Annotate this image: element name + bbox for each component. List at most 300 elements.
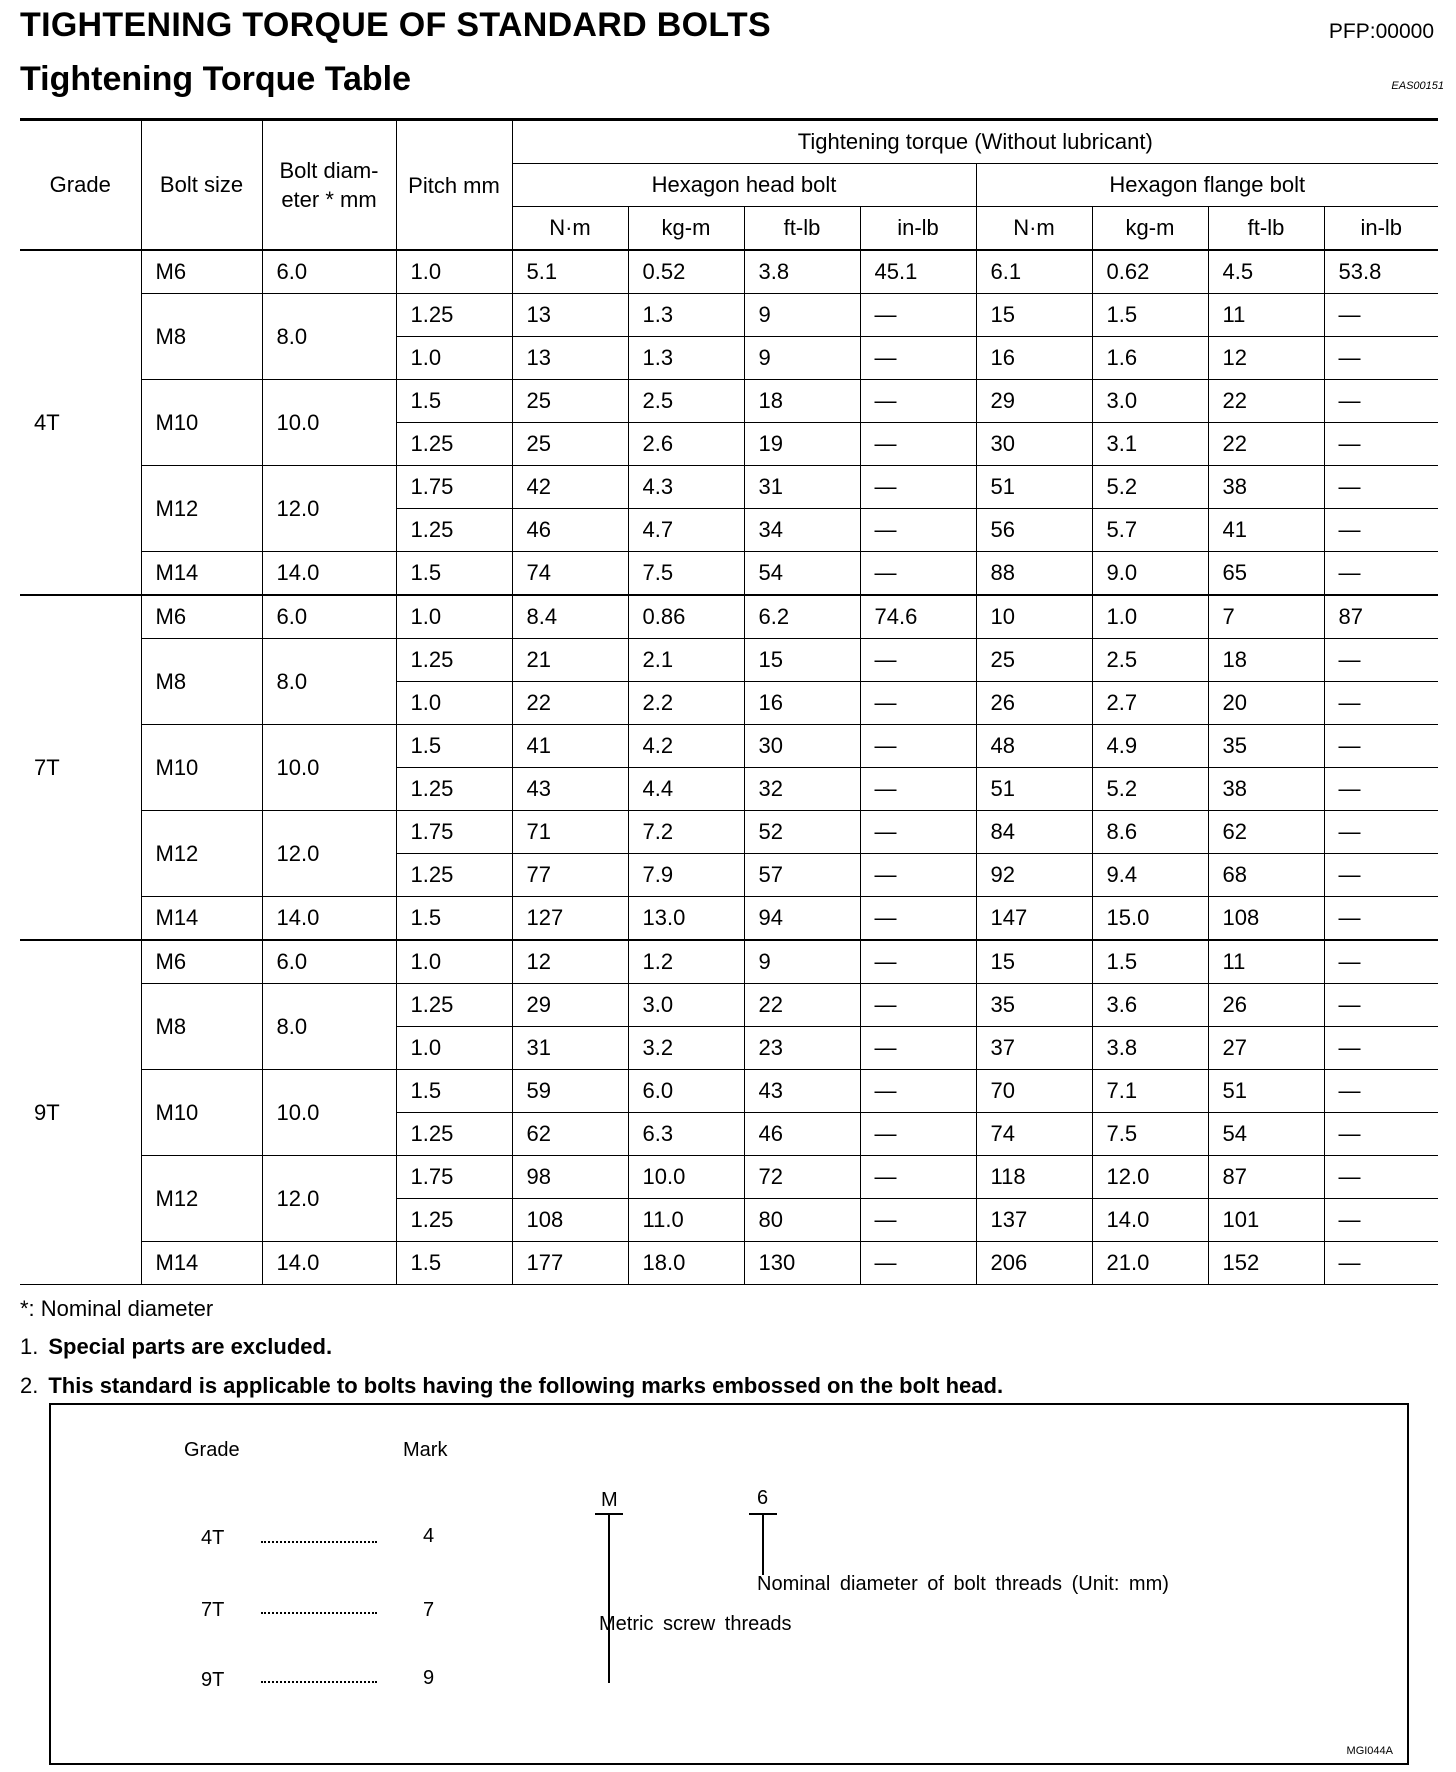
torque-cell: — xyxy=(1324,897,1438,941)
pitch-cell: 1.5 xyxy=(396,1242,512,1285)
torque-cell: 206 xyxy=(976,1242,1092,1285)
torque-cell: — xyxy=(1324,1027,1438,1070)
torque-cell: 42 xyxy=(512,466,628,509)
grade-cell: 4T xyxy=(20,250,141,595)
torque-cell: 6.0 xyxy=(628,1070,744,1113)
torque-cell: 2.6 xyxy=(628,423,744,466)
torque-cell: 0.52 xyxy=(628,250,744,294)
unit-header: kg-m xyxy=(1092,207,1208,251)
table-row xyxy=(20,294,1438,337)
table-row xyxy=(20,897,1438,941)
torque-cell: 7.5 xyxy=(628,552,744,596)
torque-cell: 7.1 xyxy=(1092,1070,1208,1113)
bolt-diameter-cell: 10.0 xyxy=(262,380,396,466)
pitch-cell: 1.5 xyxy=(396,897,512,941)
torque-cell: 65 xyxy=(1208,552,1324,596)
torque-cell: 9 xyxy=(744,337,860,380)
torque-cell: 108 xyxy=(1208,897,1324,941)
torque-cell: — xyxy=(860,423,976,466)
torque-cell: 3.2 xyxy=(628,1027,744,1070)
pitch-cell: 1.5 xyxy=(396,552,512,596)
torque-cell: 4.9 xyxy=(1092,725,1208,768)
torque-cell: 31 xyxy=(744,466,860,509)
torque-cell: 2.5 xyxy=(1092,639,1208,682)
bolt-size-cell: M6 xyxy=(141,940,262,984)
table-row xyxy=(20,1242,1438,1285)
torque-cell: 41 xyxy=(512,725,628,768)
unit-header: in-lb xyxy=(1324,207,1438,251)
torque-cell: 11.0 xyxy=(628,1199,744,1242)
torque-cell: 7.5 xyxy=(1092,1113,1208,1156)
torque-cell: 12.0 xyxy=(1092,1156,1208,1199)
header-bolt-size: Bolt size xyxy=(141,120,262,251)
torque-cell: — xyxy=(860,337,976,380)
torque-cell: 3.8 xyxy=(744,250,860,294)
bolt-size-cell: M10 xyxy=(141,1070,262,1156)
torque-cell: 88 xyxy=(976,552,1092,596)
torque-cell: 68 xyxy=(1208,854,1324,897)
torque-cell: 15 xyxy=(976,294,1092,337)
header-bolt-diameter: Bolt diam-eter * mm xyxy=(262,120,396,251)
pitch-cell: 1.0 xyxy=(396,940,512,984)
torque-cell: 46 xyxy=(512,509,628,552)
torque-cell: 45.1 xyxy=(860,250,976,294)
torque-cell: — xyxy=(1324,1070,1438,1113)
torque-cell: 41 xyxy=(1208,509,1324,552)
bolt-diameter-cell: 8.0 xyxy=(262,294,396,380)
torque-cell: 70 xyxy=(976,1070,1092,1113)
torque-cell: — xyxy=(860,509,976,552)
torque-cell: 5.2 xyxy=(1092,466,1208,509)
torque-cell: 4.5 xyxy=(1208,250,1324,294)
torque-cell: 22 xyxy=(512,682,628,725)
figure-mark-7: 7 xyxy=(423,1599,435,1621)
header-hexagon-head-bolt: Hexagon head bolt xyxy=(512,164,976,207)
torque-cell: 1.0 xyxy=(1092,595,1208,639)
figure-letter-m: M xyxy=(601,1489,618,1511)
note-item-2 xyxy=(20,1373,1003,1399)
unit-header: ft-lb xyxy=(744,207,860,251)
torque-cell: 98 xyxy=(512,1156,628,1199)
bolt-size-cell: M6 xyxy=(141,595,262,639)
torque-cell: 92 xyxy=(976,854,1092,897)
torque-cell: — xyxy=(860,380,976,423)
bolt-size-cell: M6 xyxy=(141,250,262,294)
torque-cell: 3.6 xyxy=(1092,984,1208,1027)
torque-cell: 4.7 xyxy=(628,509,744,552)
torque-cell: 1.5 xyxy=(1092,940,1208,984)
torque-cell: 87 xyxy=(1208,1156,1324,1199)
torque-cell: 87 xyxy=(1324,595,1438,639)
torque-cell: 12 xyxy=(512,940,628,984)
torque-cell: 6.3 xyxy=(628,1113,744,1156)
torque-cell: — xyxy=(1324,1113,1438,1156)
torque-cell: 2.5 xyxy=(628,380,744,423)
grade-group xyxy=(20,250,1438,595)
metric-screw-label: Metric screw threads xyxy=(599,1613,792,1635)
note-text: This standard is applicable to bolts having the following marks embossed on the bolt head. xyxy=(48,1373,1004,1398)
bolt-size-cell: M8 xyxy=(141,984,262,1070)
torque-cell: 9.0 xyxy=(1092,552,1208,596)
table-row xyxy=(20,940,1438,984)
torque-cell: 62 xyxy=(512,1113,628,1156)
torque-cell: 54 xyxy=(744,552,860,596)
torque-cell: 15 xyxy=(976,940,1092,984)
table-row xyxy=(20,639,1438,682)
pitch-cell: 1.75 xyxy=(396,466,512,509)
torque-cell: 35 xyxy=(1208,725,1324,768)
torque-cell: 21 xyxy=(512,639,628,682)
torque-cell: — xyxy=(1324,940,1438,984)
torque-cell: 2.2 xyxy=(628,682,744,725)
pitch-cell: 1.0 xyxy=(396,595,512,639)
torque-cell: — xyxy=(1324,294,1438,337)
torque-cell: 53.8 xyxy=(1324,250,1438,294)
grade-cell: 9T xyxy=(20,940,141,1285)
torque-cell: 46 xyxy=(744,1113,860,1156)
torque-cell: 72 xyxy=(744,1156,860,1199)
torque-cell: 137 xyxy=(976,1199,1092,1242)
unit-header: N·m xyxy=(976,207,1092,251)
bolt-size-cell: M8 xyxy=(141,639,262,725)
torque-cell: 84 xyxy=(976,811,1092,854)
bolt-size-cell: M12 xyxy=(141,1156,262,1242)
figure-digit-6: 6 xyxy=(757,1487,769,1509)
torque-cell: — xyxy=(1324,725,1438,768)
torque-cell: 22 xyxy=(1208,380,1324,423)
torque-cell: 6.2 xyxy=(744,595,860,639)
torque-cell: 127 xyxy=(512,897,628,941)
torque-cell: 0.86 xyxy=(628,595,744,639)
torque-cell: 1.2 xyxy=(628,940,744,984)
torque-cell: 21.0 xyxy=(1092,1242,1208,1285)
pitch-cell: 1.25 xyxy=(396,509,512,552)
bolt-size-cell: M14 xyxy=(141,897,262,941)
torque-cell: 147 xyxy=(976,897,1092,941)
torque-cell: — xyxy=(1324,639,1438,682)
torque-cell: 7.2 xyxy=(628,811,744,854)
figure-id: MGI044A xyxy=(1346,1745,1393,1757)
torque-cell: 34 xyxy=(744,509,860,552)
bolt-size-cell: M14 xyxy=(141,1242,262,1285)
torque-cell: — xyxy=(860,768,976,811)
torque-cell: 1.6 xyxy=(1092,337,1208,380)
torque-cell: 15.0 xyxy=(1092,897,1208,941)
grade-group xyxy=(20,595,1438,940)
torque-cell: 71 xyxy=(512,811,628,854)
torque-cell: 7.9 xyxy=(628,854,744,897)
pitch-cell: 1.25 xyxy=(396,768,512,811)
pitch-cell: 1.25 xyxy=(396,423,512,466)
torque-cell: 38 xyxy=(1208,466,1324,509)
torque-cell: — xyxy=(1324,984,1438,1027)
bolt-diameter-cell: 12.0 xyxy=(262,811,396,897)
torque-cell: 43 xyxy=(512,768,628,811)
torque-cell: 11 xyxy=(1208,294,1324,337)
torque-cell: — xyxy=(1324,1242,1438,1285)
torque-cell: — xyxy=(860,1070,976,1113)
torque-cell: 18 xyxy=(744,380,860,423)
figure-mark-header: Mark xyxy=(403,1439,448,1461)
torque-cell: 27 xyxy=(1208,1027,1324,1070)
torque-cell: 56 xyxy=(976,509,1092,552)
torque-cell: 5.7 xyxy=(1092,509,1208,552)
bolt-diameter-cell: 10.0 xyxy=(262,725,396,811)
leader-dots xyxy=(261,1541,377,1543)
leader-line xyxy=(608,1513,610,1683)
torque-cell: 30 xyxy=(744,725,860,768)
pitch-cell: 1.5 xyxy=(396,725,512,768)
table-row xyxy=(20,725,1438,768)
pitch-cell: 1.75 xyxy=(396,1156,512,1199)
torque-cell: — xyxy=(1324,768,1438,811)
torque-cell: — xyxy=(1324,811,1438,854)
torque-cell: 19 xyxy=(744,423,860,466)
header-tightening-torque: Tightening torque (Without lubricant) xyxy=(512,120,1438,164)
leader-line xyxy=(762,1513,764,1575)
torque-cell: — xyxy=(860,1242,976,1285)
torque-cell: 6.1 xyxy=(976,250,1092,294)
leader-dots xyxy=(261,1681,377,1683)
note-item-1 xyxy=(20,1334,332,1360)
figure-mark-9: 9 xyxy=(423,1667,435,1689)
torque-cell: 3.0 xyxy=(628,984,744,1027)
bolt-diameter-cell: 6.0 xyxy=(262,595,396,639)
torque-cell: — xyxy=(1324,423,1438,466)
torque-cell: 16 xyxy=(744,682,860,725)
table-row xyxy=(20,466,1438,509)
pitch-cell: 1.25 xyxy=(396,854,512,897)
bolt-diameter-cell: 12.0 xyxy=(262,1156,396,1242)
bolt-mark-figure xyxy=(49,1403,1409,1765)
bolt-size-cell: M14 xyxy=(141,552,262,596)
pitch-cell: 1.5 xyxy=(396,1070,512,1113)
torque-cell: 10 xyxy=(976,595,1092,639)
torque-cell: 74 xyxy=(512,552,628,596)
torque-cell: 74.6 xyxy=(860,595,976,639)
unit-header: in-lb xyxy=(860,207,976,251)
torque-cell: 2.7 xyxy=(1092,682,1208,725)
torque-cell: — xyxy=(1324,380,1438,423)
pitch-cell: 1.0 xyxy=(396,337,512,380)
bolt-diameter-cell: 12.0 xyxy=(262,466,396,552)
torque-cell: 108 xyxy=(512,1199,628,1242)
torque-cell: 7 xyxy=(1208,595,1324,639)
table-row xyxy=(20,595,1438,639)
torque-cell: 26 xyxy=(976,682,1092,725)
torque-cell: 25 xyxy=(512,423,628,466)
table-row xyxy=(20,250,1438,294)
note-number: 1. xyxy=(20,1334,39,1359)
table-row xyxy=(20,811,1438,854)
torque-cell: — xyxy=(860,466,976,509)
bolt-diameter-cell: 6.0 xyxy=(262,940,396,984)
header-grade: Grade xyxy=(20,120,141,251)
torque-cell: — xyxy=(860,1199,976,1242)
bolt-diameter-cell: 10.0 xyxy=(262,1070,396,1156)
figure-grade-9t: 9T xyxy=(201,1669,225,1691)
torque-cell: — xyxy=(1324,552,1438,596)
table-row xyxy=(20,984,1438,1027)
bolt-diameter-cell: 8.0 xyxy=(262,984,396,1070)
pitch-cell: 1.25 xyxy=(396,1113,512,1156)
figure-grade-7t: 7T xyxy=(201,1599,225,1621)
torque-cell: — xyxy=(860,811,976,854)
torque-cell: 37 xyxy=(976,1027,1092,1070)
unit-header: kg-m xyxy=(628,207,744,251)
torque-cell: 1.3 xyxy=(628,294,744,337)
pitch-cell: 1.25 xyxy=(396,984,512,1027)
pitch-cell: 1.25 xyxy=(396,1199,512,1242)
torque-cell: 43 xyxy=(744,1070,860,1113)
torque-cell: — xyxy=(1324,1156,1438,1199)
torque-cell: — xyxy=(860,294,976,337)
torque-cell: 51 xyxy=(976,466,1092,509)
pitch-cell: 1.5 xyxy=(396,380,512,423)
torque-cell: 26 xyxy=(1208,984,1324,1027)
torque-cell: 14.0 xyxy=(1092,1199,1208,1242)
page-subtitle: Tightening Torque Table xyxy=(20,60,411,98)
torque-cell: 30 xyxy=(976,423,1092,466)
torque-cell: 38 xyxy=(1208,768,1324,811)
torque-cell: 57 xyxy=(744,854,860,897)
pitch-cell: 1.25 xyxy=(396,294,512,337)
table-row xyxy=(20,380,1438,423)
torque-cell: 25 xyxy=(976,639,1092,682)
torque-cell: 4.2 xyxy=(628,725,744,768)
grade-cell: 7T xyxy=(20,595,141,940)
torque-cell: 8.6 xyxy=(1092,811,1208,854)
pitch-cell: 1.0 xyxy=(396,1027,512,1070)
unit-header: ft-lb xyxy=(1208,207,1324,251)
table-row xyxy=(20,1070,1438,1113)
torque-cell: 3.0 xyxy=(1092,380,1208,423)
header-hexagon-flange-bolt: Hexagon flange bolt xyxy=(976,164,1438,207)
page-code: PFP:00000 xyxy=(1328,20,1434,43)
torque-cell: 11 xyxy=(1208,940,1324,984)
torque-cell: 1.3 xyxy=(628,337,744,380)
pitch-cell: 1.0 xyxy=(396,250,512,294)
torque-cell: — xyxy=(1324,337,1438,380)
figure-grade-header: Grade xyxy=(184,1439,240,1461)
torque-cell: 10.0 xyxy=(628,1156,744,1199)
torque-cell: 74 xyxy=(976,1113,1092,1156)
torque-cell: — xyxy=(1324,1199,1438,1242)
torque-cell: — xyxy=(860,552,976,596)
page-title: TIGHTENING TORQUE OF STANDARD BOLTS xyxy=(20,6,771,44)
torque-cell: 48 xyxy=(976,725,1092,768)
torque-cell: 4.3 xyxy=(628,466,744,509)
torque-cell: 51 xyxy=(1208,1070,1324,1113)
torque-cell: 1.5 xyxy=(1092,294,1208,337)
torque-cell: — xyxy=(860,1156,976,1199)
torque-cell: 2.1 xyxy=(628,639,744,682)
torque-table xyxy=(20,118,1438,1285)
torque-cell: 15 xyxy=(744,639,860,682)
torque-cell: 18.0 xyxy=(628,1242,744,1285)
torque-cell: 22 xyxy=(744,984,860,1027)
bolt-diameter-cell: 14.0 xyxy=(262,1242,396,1285)
torque-cell: 59 xyxy=(512,1070,628,1113)
grade-group xyxy=(20,940,1438,1285)
torque-cell: 18 xyxy=(1208,639,1324,682)
torque-cell: — xyxy=(860,725,976,768)
torque-cell: 32 xyxy=(744,768,860,811)
torque-cell: 13 xyxy=(512,294,628,337)
bolt-diameter-cell: 8.0 xyxy=(262,639,396,725)
note-number: 2. xyxy=(20,1373,39,1398)
section-code: EAS00151 xyxy=(1391,80,1444,92)
header-pitch: Pitch mm xyxy=(396,120,512,251)
torque-cell: 152 xyxy=(1208,1242,1324,1285)
bolt-diameter-cell: 14.0 xyxy=(262,897,396,941)
torque-cell: — xyxy=(860,854,976,897)
torque-cell: 8.4 xyxy=(512,595,628,639)
pitch-cell: 1.0 xyxy=(396,682,512,725)
torque-cell: 25 xyxy=(512,380,628,423)
torque-cell: 9 xyxy=(744,294,860,337)
torque-cell: 0.62 xyxy=(1092,250,1208,294)
torque-cell: 20 xyxy=(1208,682,1324,725)
torque-cell: 4.4 xyxy=(628,768,744,811)
torque-cell: — xyxy=(1324,466,1438,509)
torque-cell: — xyxy=(860,1113,976,1156)
torque-cell: — xyxy=(860,682,976,725)
torque-cell: 3.8 xyxy=(1092,1027,1208,1070)
table-row xyxy=(20,1156,1438,1199)
torque-cell: 35 xyxy=(976,984,1092,1027)
torque-cell: 101 xyxy=(1208,1199,1324,1242)
torque-cell: — xyxy=(860,1027,976,1070)
torque-cell: 94 xyxy=(744,897,860,941)
torque-cell: — xyxy=(1324,509,1438,552)
note-text: Special parts are excluded. xyxy=(48,1334,333,1359)
torque-cell: 9 xyxy=(744,940,860,984)
unit-header: N·m xyxy=(512,207,628,251)
torque-cell: 5.1 xyxy=(512,250,628,294)
torque-cell: — xyxy=(1324,854,1438,897)
bolt-size-cell: M10 xyxy=(141,725,262,811)
torque-cell: 177 xyxy=(512,1242,628,1285)
torque-cell: 62 xyxy=(1208,811,1324,854)
bolt-diameter-cell: 14.0 xyxy=(262,552,396,596)
leader-dots xyxy=(261,1612,377,1614)
torque-cell: 16 xyxy=(976,337,1092,380)
torque-cell: 51 xyxy=(976,768,1092,811)
bolt-diameter-cell: 6.0 xyxy=(262,250,396,294)
torque-cell: 118 xyxy=(976,1156,1092,1199)
footnote: *: Nominal diameter xyxy=(20,1296,214,1321)
torque-cell: 9.4 xyxy=(1092,854,1208,897)
bolt-size-cell: M8 xyxy=(141,294,262,380)
torque-cell: 29 xyxy=(976,380,1092,423)
bolt-size-cell: M12 xyxy=(141,466,262,552)
bolt-size-cell: M12 xyxy=(141,811,262,897)
torque-cell: 52 xyxy=(744,811,860,854)
torque-cell: 29 xyxy=(512,984,628,1027)
nominal-diameter-label: Nominal diameter of bolt threads (Unit: mm) xyxy=(757,1573,1169,1595)
torque-cell: 5.2 xyxy=(1092,768,1208,811)
torque-cell: — xyxy=(860,940,976,984)
torque-cell: 12 xyxy=(1208,337,1324,380)
torque-cell: 77 xyxy=(512,854,628,897)
torque-cell: 31 xyxy=(512,1027,628,1070)
torque-cell: — xyxy=(860,639,976,682)
pitch-cell: 1.75 xyxy=(396,811,512,854)
bolt-size-cell: M10 xyxy=(141,380,262,466)
torque-cell: 13.0 xyxy=(628,897,744,941)
torque-cell: 22 xyxy=(1208,423,1324,466)
